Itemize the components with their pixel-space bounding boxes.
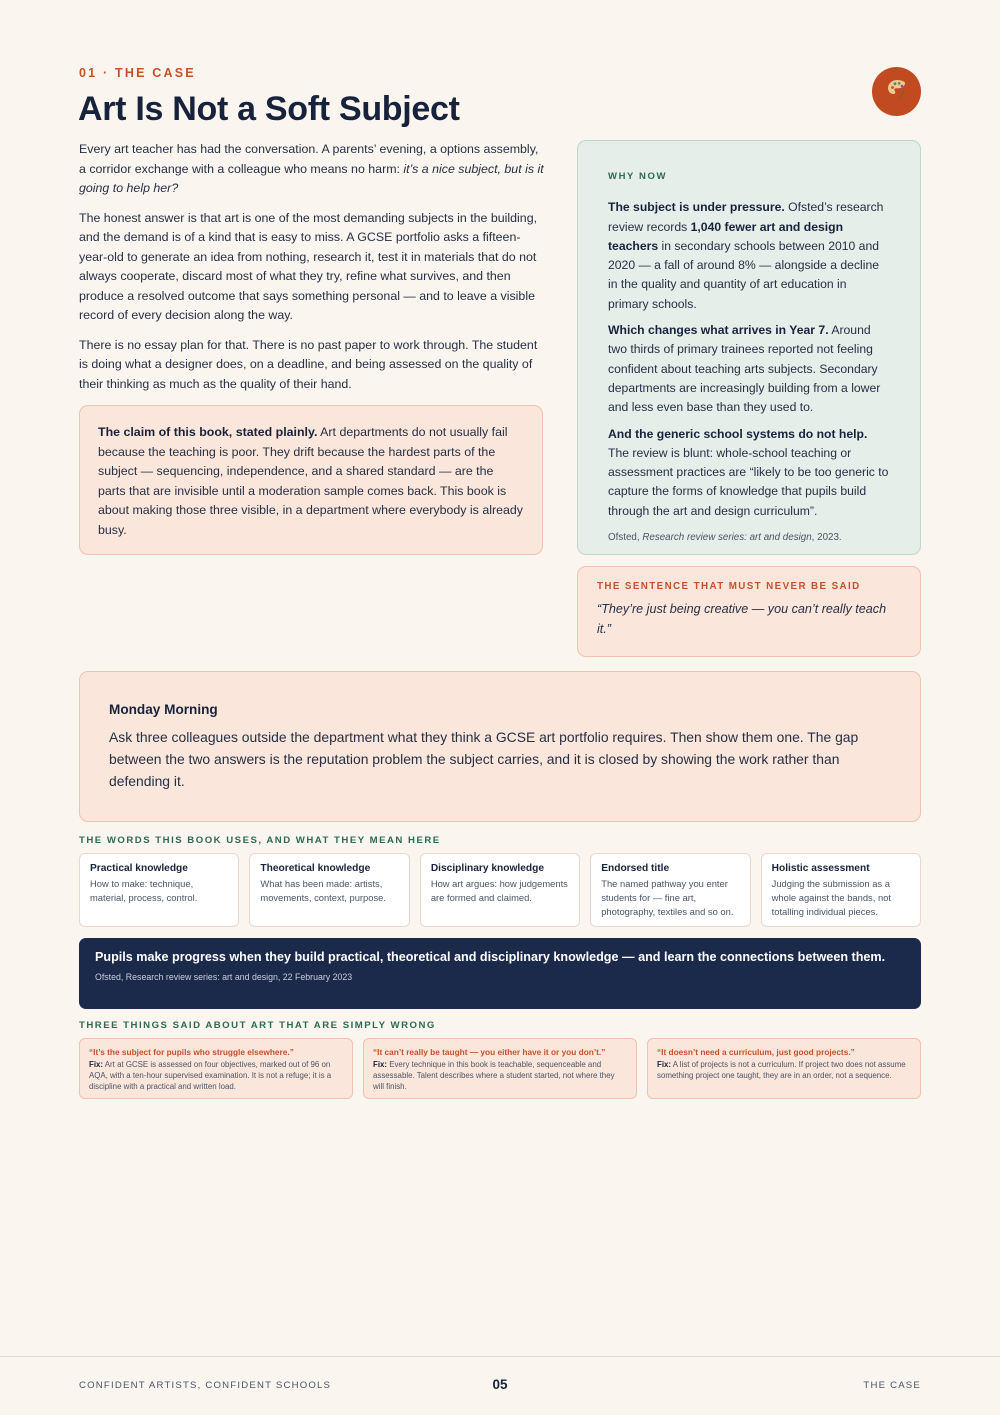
palette-icon (885, 77, 909, 106)
intro-paragraph-2: The honest answer is that art is one of the most demanding subjects in the building, and the demand is of a kind that is easy to miss. A GCSE portfolio asks a fifteen-year-old to generate an idea from nothing, research it, test it in materials that do not always cooperate, discard most of what they try, refine what survives, and then produce a resolved outcome that says something personal — and to leave a visible record of every decision along the way. (79, 210, 538, 322)
myth-claim: “It doesn’t need a curriculum, just good projects.” (657, 1047, 855, 1057)
glossary-card (249, 853, 409, 927)
glossary-cards (79, 853, 921, 927)
myth-card (79, 1038, 353, 1099)
forbidden-sentence-quote: “They’re just being creative — you can’t really teach it.” (597, 602, 887, 636)
glossary-term: Endorsed title (601, 863, 670, 874)
why-now-paragraph-3: And the generic school systems do not help. The review is blunt: whole-school teaching or assessment practices are “likely to be too generic to capture the forms of knowledge that pupils build through the art and design curriculum”. (608, 426, 889, 518)
glossary-card (761, 853, 921, 927)
why-now-paragraph-2: Which changes what arrives in Year 7. Around two thirds of primary trainees reported not feeling confident about teaching arts subjects. Secondary departments are increasingly building from a lower and less even base than they used to. (608, 323, 881, 415)
intro-text (79, 140, 545, 404)
glossary-card (79, 853, 239, 927)
myth-card (647, 1038, 921, 1099)
glossary-term: Holistic assessment (771, 863, 870, 874)
myth-fix: Fix: A list of projects is not a curriculum. If project two does not assume something project one taught, they are in an order, not a sequence. (657, 1060, 906, 1080)
banner-quote: Pupils make progress when they build practical, theoretical and disciplinary knowledge — and learn the connections between them. (95, 950, 886, 964)
why-now-panel (577, 140, 921, 555)
banner-citation: Ofsted, Research review series: art and design, 22 February 2023 (95, 971, 353, 982)
intro-paragraph-3: There is no essay plan for that. There is no past paper to work through. The student is doing what a designer does, on a deadline, and being assessed on the quality of their thinking as much as the quality of their hand. (79, 337, 538, 391)
myth-claim: “It can’t really be taught — you either have it or you don’t.” (373, 1047, 606, 1057)
glossary-label: THE WORDS THIS BOOK USES, AND WHAT THEY MEAN HERE (79, 835, 441, 846)
myth-cards (79, 1038, 921, 1099)
glossary-definition: What has been made: artists, movements, context, purpose. (260, 878, 386, 903)
intro-paragraph-1: Every art teacher has had the conversation. A parents’ evening, a options assembly, a corridor exchange with a colleague who means no harm: it’s a nice subject, but is it going to help her? (79, 142, 544, 195)
claim-callout (79, 405, 543, 555)
glossary-definition: How to make: technique, material, process, control. (90, 878, 198, 903)
monday-morning-heading: Monday Morning (109, 702, 218, 717)
footer-section-name: THE CASE (863, 1380, 921, 1391)
page-number: 05 (492, 1377, 508, 1392)
monday-morning-panel (79, 671, 921, 822)
glossary-definition: The named pathway you enter students for — fine art, photography, textiles and so on. (601, 878, 734, 917)
claim-text: Art departments do not usually fail because the teaching is poor. They drift because the hardest parts of the subject — sequencing, independence, and a shared standard — are the parts that are invisible until a moderation sample comes back. This book is about making those three visible, in a department where everybody is already busy. (98, 425, 523, 537)
myth-fix: Fix: Every technique in this book is teachable, sequenceable and assessable. Talent describes where a student started, not where they will finish. (373, 1060, 615, 1091)
glossary-definition: Judging the submission as a whole against the bands, not totalling individual pieces. (771, 878, 891, 917)
footer-divider (0, 1356, 1000, 1357)
footer-book-title: CONFIDENT ARTISTS, CONFIDENT SCHOOLS (79, 1380, 332, 1391)
why-now-label: WHY NOW (608, 171, 668, 182)
glossary-card (420, 853, 580, 927)
ofsted-quote-banner (79, 938, 921, 1009)
myth-fix: Fix: Art at GCSE is assessed on four objectives, marked out of 96 on AQA, with a ten-hour supervised examination. It is not a refuge; it is a discipline with a practical and written load. (89, 1060, 332, 1091)
section-kicker: 01 · THE CASE (79, 66, 196, 80)
palette-badge (872, 67, 921, 116)
glossary-term: Theoretical knowledge (260, 863, 371, 874)
myth-card (363, 1038, 637, 1099)
forbidden-sentence-panel (577, 566, 921, 657)
monday-morning-body: Ask three colleagues outside the department what they think a GCSE art portfolio requires. Then show them one. The gap between the two answers is the reputation problem the subject carries, and it is closed by showing the work rather than defending it. (109, 729, 859, 789)
glossary-card (590, 853, 750, 927)
claim-lead: The claim of this book, stated plainly. (98, 425, 318, 439)
why-now-paragraph-1: The subject is under pressure. Ofsted’s research review records 1,040 fewer art and design teachers in secondary schools between 2010 and 2020 — a fall of around 8% — alongside a decline in the quality and quantity of art education in primary schools. (608, 200, 884, 311)
myths-label: THREE THINGS SAID ABOUT ART THAT ARE SIMPLY WRONG (79, 1020, 436, 1031)
glossary-term: Practical knowledge (90, 863, 188, 874)
glossary-term: Disciplinary knowledge (430, 863, 545, 874)
page-title: Art Is Not a Soft Subject (78, 90, 460, 128)
why-now-citation: Ofsted, Research review series: art and design, 2023. (608, 532, 842, 544)
glossary-definition: How art argues: how judgements are formed and claimed. (430, 878, 568, 903)
myth-claim: “It’s the subject for pupils who struggle elsewhere.” (89, 1047, 294, 1057)
forbidden-sentence-label: THE SENTENCE THAT MUST NEVER BE SAID (597, 581, 861, 592)
